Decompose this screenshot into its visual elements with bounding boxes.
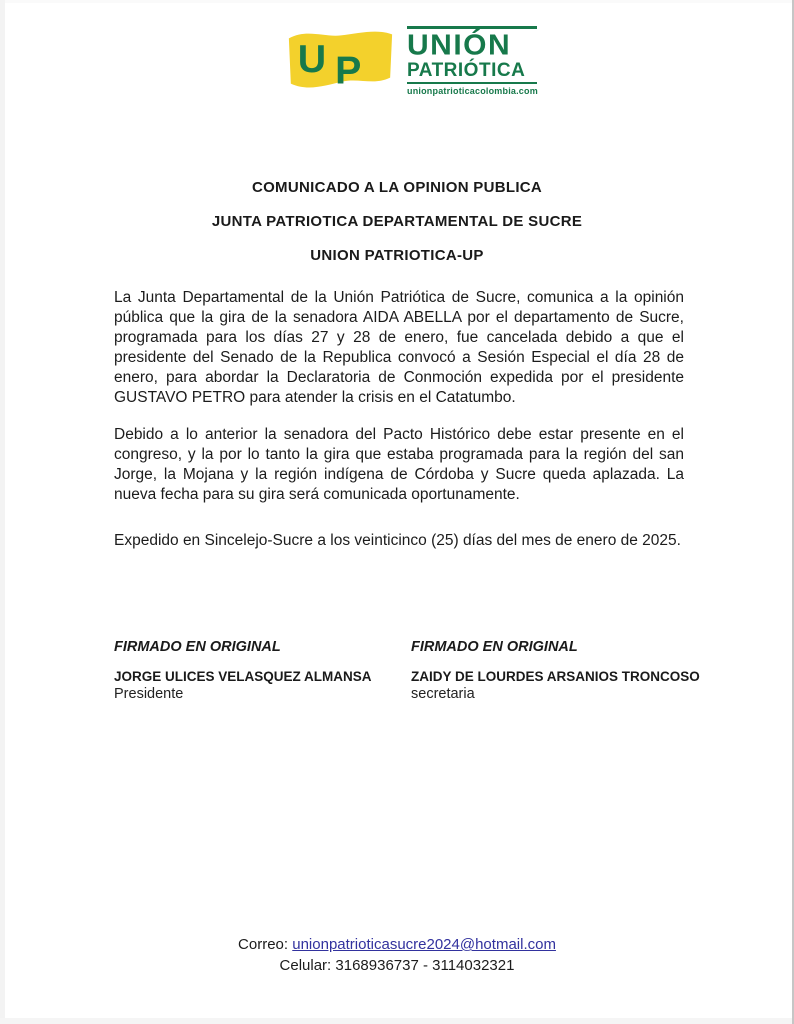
signature-president [114,639,411,703]
up-logo [12,24,794,96]
logo-wordmark [407,24,537,96]
phone-numbers: 3168936737 - 3114032321 [335,957,515,974]
signature-secretary [411,639,700,703]
signature-header-right: FIRMADO EN ORIGINAL [411,639,578,655]
signature-name-left: JORGE ULICES VELASQUEZ ALMANSA [114,669,372,684]
document-titles [0,180,794,282]
document-footer [0,934,794,976]
signature-role-right: secretaria [411,686,475,702]
body-paragraph-1: La Junta Departamental de la Unión Patriótica de Sucre, comunica a la opinión pública que la gira de la senadora AIDA ABELLA por el departamento de Sucre, programada para los días 27 y 28 de enero, fue cancelada debido a que el presidente del Senado de la Republica convocó a Sesión Especial el día 28 de enero, para abordar la Declaratoria de Conmoción expedida por el presidente GUSTAVO PETRO para atender la crisis en el Catatumbo. [114,289,684,406]
signature-role-left: Presidente [114,686,184,702]
logo-rule-top [407,26,537,29]
signature-header-left: FIRMADO EN ORIGINAL [114,639,281,655]
body-paragraph-2: Debido a lo anterior la senadora del Pacto Histórico debe estar presente en el congreso, y la por lo tanto la gira que estaba programada para la región del san Jorge, la Mojana y la región indígena de Córdoba y Sucre queda aplazada. La nueva fecha para su gira será comunicada oportunamente. [114,426,684,503]
title-union: UNION PATRIOTICA-UP [310,247,484,264]
up-flag-icon [281,24,399,94]
body-paragraph-3: Expedido en Sincelejo-Sucre a los veinticinco (25) días del mes de enero de 2025. [114,532,681,549]
document-body [114,288,684,551]
signature-name-right: ZAIDY DE LOURDES ARSANIOS TRONCOSO [411,669,700,684]
footer-email-line [0,934,794,955]
email-label: Correo: [238,936,289,953]
flag-letter-p: P [335,48,362,93]
logo-rule-mid [407,82,537,84]
flag-letter-u: U [297,36,327,81]
signature-block [114,639,700,703]
logo-name-line1: UNIÓN [407,29,512,62]
phone-label: Celular: [279,957,332,974]
logo-name-line2: PATRIÓTICA [407,60,526,81]
title-comunicado: COMUNICADO A LA OPINION PUBLICA [251,179,543,196]
email-link[interactable]: unionpatrioticasucre2024@hotmail.com [292,936,556,953]
footer-phone-line [0,955,794,976]
logo-website: unionpatrioticacolombia.com [407,86,538,96]
title-junta: JUNTA PATRIOTICA DEPARTAMENTAL DE SUCRE [211,213,583,230]
